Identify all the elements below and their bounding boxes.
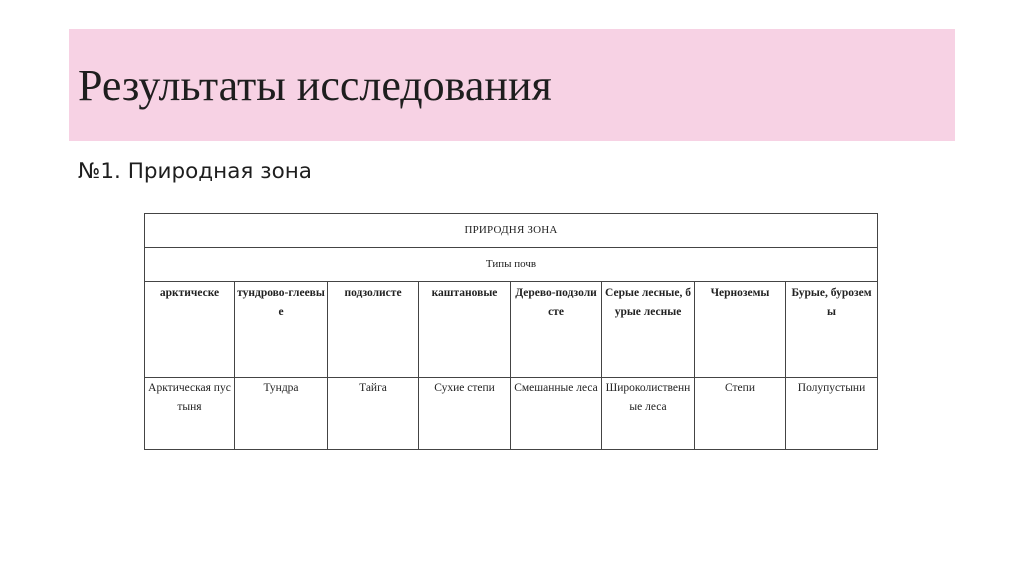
slide-title: Результаты исследования bbox=[78, 61, 552, 110]
soil-type-cell: подзолисте bbox=[328, 282, 419, 378]
natural-zones-row bbox=[145, 378, 878, 450]
zone-cell: Степи bbox=[695, 378, 786, 450]
soil-type-cell: Серые лесные, бурые лесные bbox=[602, 282, 695, 378]
soil-type-cell: арктическе bbox=[145, 282, 235, 378]
soil-type-cell: Дерево-подзолисте bbox=[511, 282, 602, 378]
soil-type-cell: Бурые, буроземы bbox=[786, 282, 878, 378]
soil-type-cell: каштановые bbox=[419, 282, 511, 378]
zone-cell: Смешанные леса bbox=[511, 378, 602, 450]
zone-cell: Арктическая пустыня bbox=[145, 378, 235, 450]
soil-type-cell: тундрово-глеевые bbox=[235, 282, 328, 378]
soil-type-cell: Черноземы bbox=[695, 282, 786, 378]
zone-cell: Полупустыни bbox=[786, 378, 878, 450]
soil-types-row bbox=[145, 282, 878, 378]
soil-zone-table bbox=[144, 213, 878, 450]
table-subheader: Типы почв bbox=[145, 248, 878, 282]
zone-cell: Тундра bbox=[235, 378, 328, 450]
zone-cell: Тайга bbox=[328, 378, 419, 450]
zone-cell: Широколиственные леса bbox=[602, 378, 695, 450]
slide-subtitle: №1. Природная зона bbox=[78, 159, 312, 184]
table-header: ПРИРОДНЯ ЗОНА bbox=[145, 214, 878, 248]
zone-cell: Сухие степи bbox=[419, 378, 511, 450]
